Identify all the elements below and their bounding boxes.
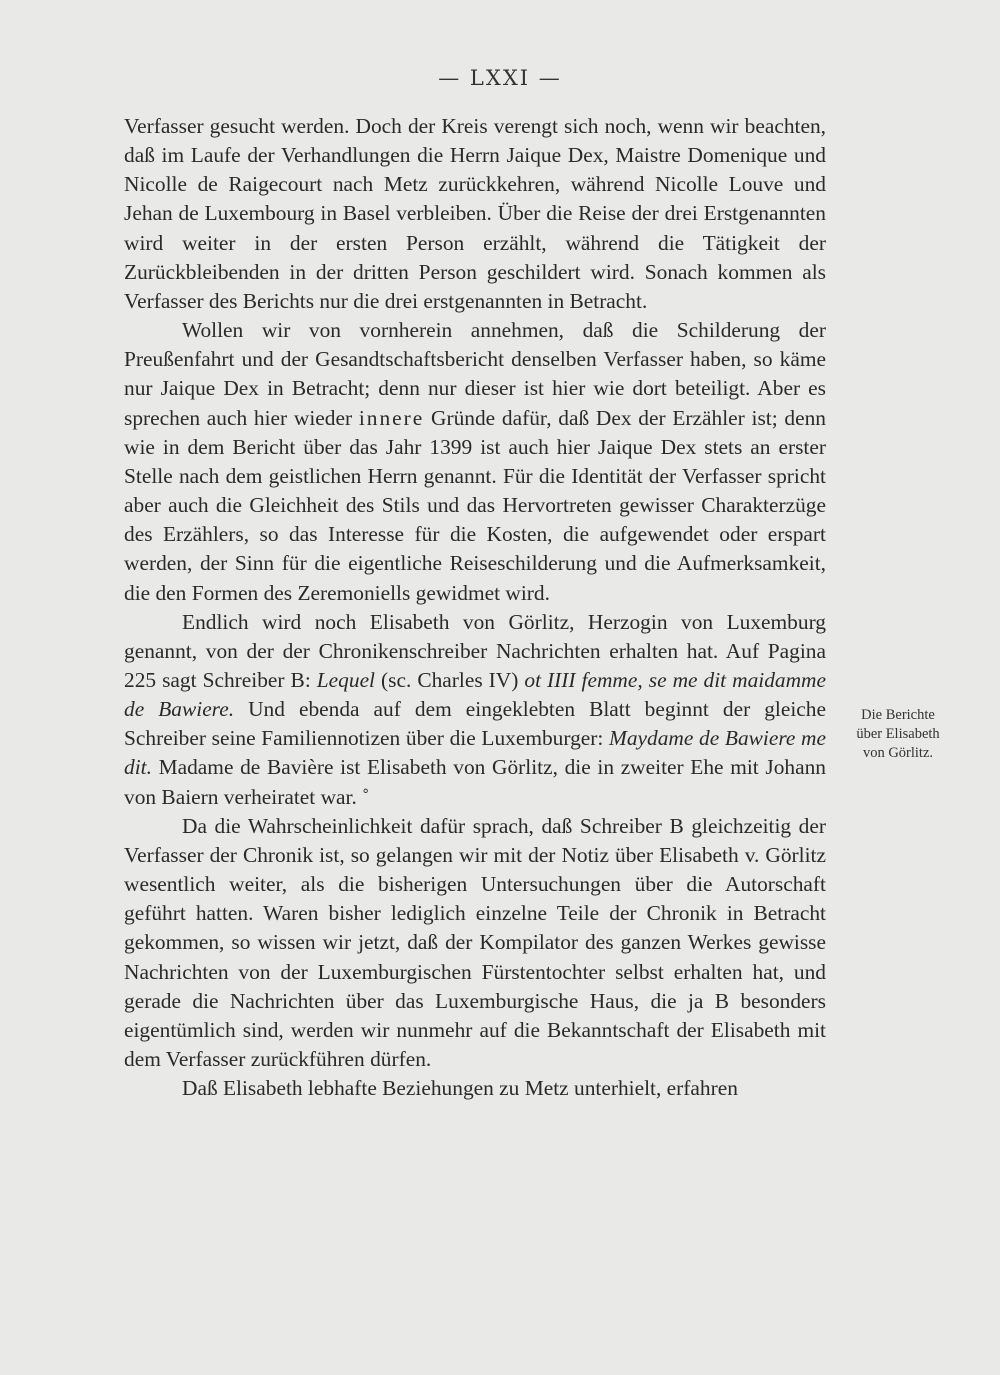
paragraph-text: Daß Elisabeth lebhafte Beziehungen zu Metz unterhielt, erfahren: [182, 1076, 738, 1101]
emphasized-word: innere: [358, 405, 425, 430]
quote-text: Maydame de Bawiere me dit.: [124, 726, 826, 780]
quote-text: ot IIII femme, se me dit maidamme de Bawiere.: [124, 667, 826, 722]
paragraph-text: Gründe dafür, daß Dex der Erzähler ist; denn wie in dem Bericht über das Jahr 1399 ist auch hier Jaique Dex stets an erster Stelle nach dem geistlichen Herrn genannt. Für die Identität der Verfasser spricht aber auch die Gleichheit des Stils und das Hervortreten gewisser Charakterzüge des Erzählers, so das Interesse für die Kosten, die aufgewendet oder erspart werden, der Sinn für die eigentliche Reiseschilderung und die Aufmerksamkeit, die den Formen des Zeremoniells gewidmet wird.: [124, 405, 826, 605]
paragraph-text: Endlich wird noch Elisabeth von Görlitz, Herzogin von Luxemburg genannt, von der der Chronikenschreiber Nachrichten erhalten hat. Auf Pagina 225 sagt Schreiber B:: [124, 609, 826, 692]
paragraph-text: Da die Wahrscheinlichkeit dafür sprach, daß Schreiber B gleichzeitig der Verfasser der Chronik ist, so gelangen wir mit der Notiz über Elisabeth v. Görlitz wesentlich weiter, als die bisherigen Untersuchungen über die Autorschaft geführt hatten. Waren bisher lediglich einzelne Teile der Chronik in Betracht gekommen, so wissen wir jetzt, daß der Kompilator des ganzen Werkes gewisse Nachrichten von der Luxemburgischen Fürstentochter selbst erhalten hat, und gerade die Nachrichten über das Luxemburgische Haus, die ja B besonders eigentümlich sind, werden wir nunmehr auf die Bekanntschaft der Elisabeth mit dem Verfasser zurückführen dürfen.: [124, 813, 826, 1071]
margin-note-line: Die Berichte: [861, 707, 935, 723]
paragraph-text: Und ebenda auf dem eingeklebten Blatt beginnt der gleiche Schreiber seine Familiennotizen über die Luxemburger:: [124, 697, 826, 751]
paragraph-text: Madame de Bavière ist Elisabeth von Görlitz, die in zweiter Ehe mit Johann von Baiern verheiratet war. ˚: [124, 755, 826, 809]
quote-text: Lequel: [316, 667, 375, 692]
paragraph-text: (sc. Charles IV): [375, 667, 525, 692]
margin-note: [836, 706, 960, 763]
main-text: [124, 112, 826, 1103]
paragraph: [124, 608, 826, 812]
paragraph: [124, 812, 826, 1074]
paragraph-text: Wollen wir von vornherein annehmen, daß die Schilderung der Preußenfahrt und der Gesandtschaftsbericht denselben Verfasser haben, so käme nur Jaique Dex in Betracht; denn nur dieser ist hier wie dort beteiligt. Aber es sprechen auch hier wieder: [124, 318, 826, 430]
paragraph-text: Verfasser gesucht werden. Doch der Kreis verengt sich noch, wenn wir beachten, daß im Laufe der Verhandlungen die Herrn Jaique Dex, Maistre Domenique und Nicolle de Raigecourt nach Metz zurückkehren, während Nicolle Louve und Jehan de Luxembourg in Basel verbleiben. Über die Reise der drei Erstgenannten wird weiter in der ersten Person erzählt, während die Tätigkeit der Zurückbleibenden in der dritten Person geschildert wird. Sonach kommen als Verfasser des Berichts nur die drei erstgenannten in Betracht.: [124, 114, 826, 313]
paragraph: [124, 1074, 826, 1103]
margin-note-line: von Görlitz.: [862, 745, 934, 761]
margin-note-line: über Elisabeth: [856, 726, 940, 742]
page-number: — LXXI —: [438, 66, 562, 90]
paragraph: [124, 112, 826, 316]
paragraph: [124, 316, 826, 608]
